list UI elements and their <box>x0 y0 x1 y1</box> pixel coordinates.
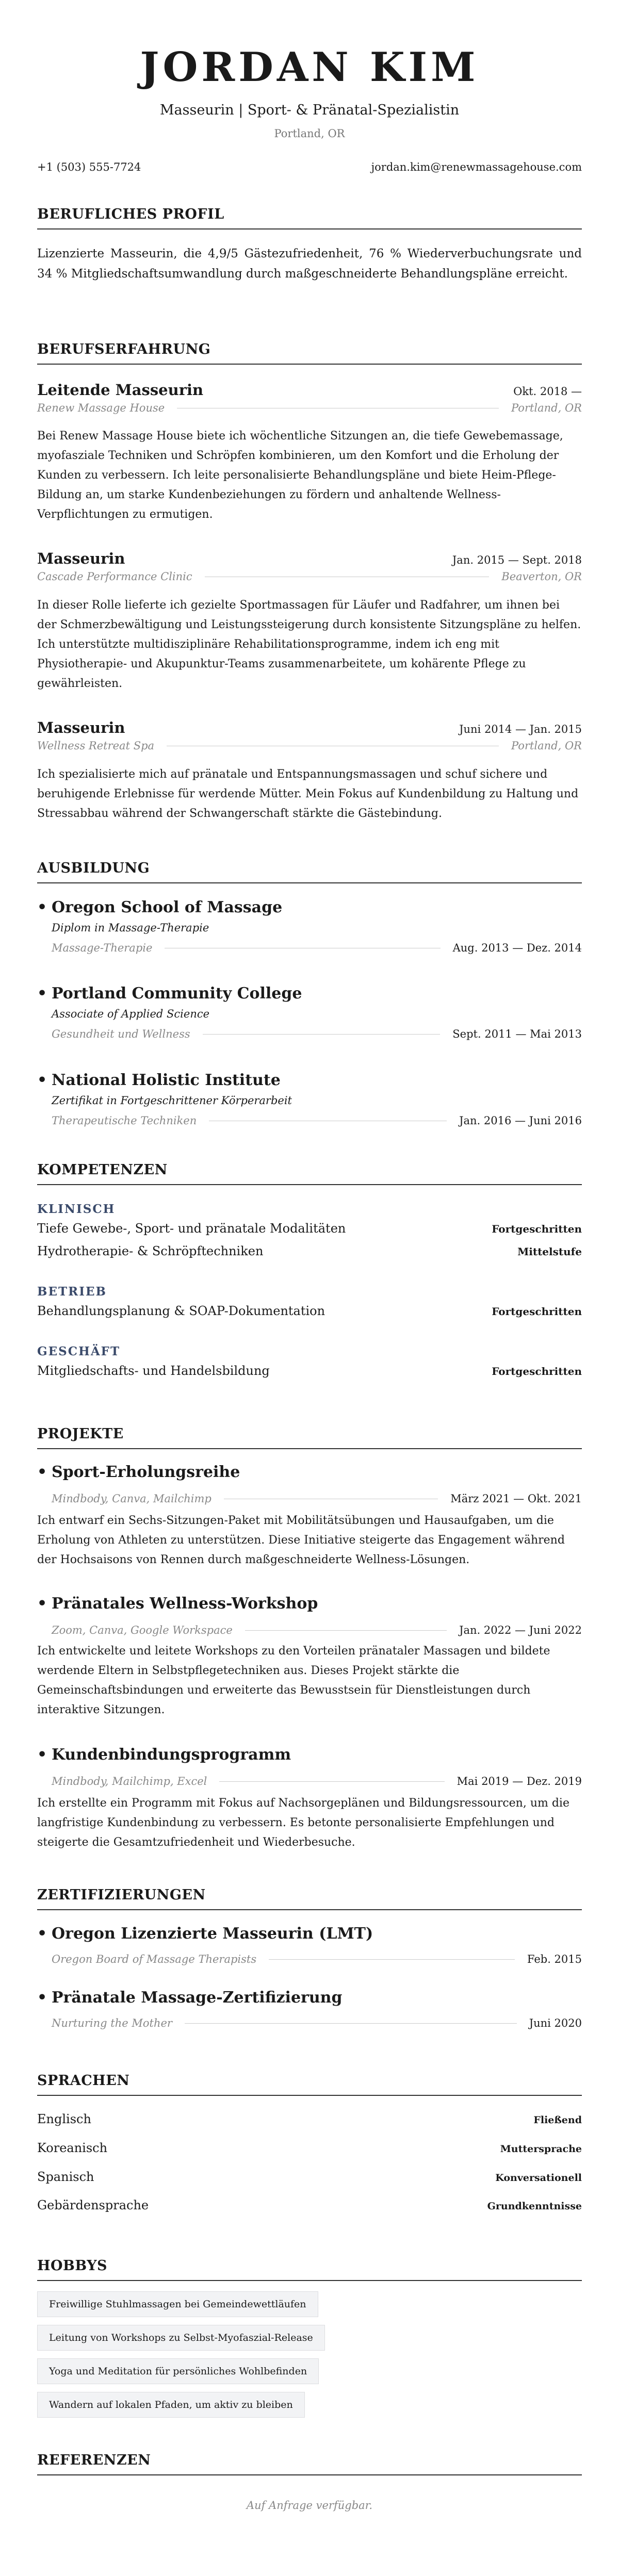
bullet-icon: • <box>37 985 47 1003</box>
field-of-study: Therapeutische Techniken <box>52 1114 197 1127</box>
candidate-name: JORDAN KIM <box>140 44 479 91</box>
job-date: Okt. 2018 — <box>513 385 582 398</box>
job-description: Bei Renew Massage House biete ich wöchentliche Sitzungen an, die tiefe Gewebemassage, myofasziale Techniken und Schröpfen kombinieren, um den Komfort und die Erholung der Kunden zu verbessern. Ich leite personalisierte Behandlungspläne und biete Heim-Pflege-Bildung an, um starke Kundenbeziehungen zu fördern und anhaltende Wellness-Verpflichtungen zu ermutigen. <box>37 430 563 521</box>
certification-date: Feb. 2015 <box>527 1953 582 1965</box>
job-location: Beaverton, OR <box>501 570 582 583</box>
education-date: Sept. 2011 — Mai 2013 <box>452 1028 582 1040</box>
certification-date: Juni 2020 <box>529 2017 582 2029</box>
education-entry <box>37 986 582 1040</box>
job-entry <box>37 720 582 751</box>
project-entry <box>37 1747 582 1787</box>
job-location: Portland, OR <box>511 740 582 752</box>
section-title-experience: BERUFSERFAHRUNG <box>37 342 582 365</box>
section-title-profile: BERUFLICHES PROFIL <box>37 207 582 229</box>
skill-row <box>37 1245 582 1257</box>
skill-name: Behandlungsplanung & SOAP-Dokumentation <box>37 1304 325 1318</box>
section-title-projects: PROJEKTE <box>37 1427 582 1449</box>
certification-issuer: Oregon Board of Massage Therapists <box>52 1953 257 1965</box>
skill-row <box>37 1222 582 1235</box>
skill-row <box>37 1365 582 1377</box>
job-company: Cascade Performance Clinic <box>37 570 192 583</box>
education-date: Aug. 2013 — Dez. 2014 <box>452 942 582 954</box>
hobby-tag: Freiwillige Stuhlmassagen bei Gemeindewettläufen <box>37 2291 318 2317</box>
skill-level: Fortgeschritten <box>492 1223 582 1235</box>
project-entry <box>37 1596 582 1636</box>
bullet-icon: • <box>37 1595 47 1613</box>
project-tools: Mindbody, Canva, Mailchimp <box>52 1492 211 1505</box>
section-title-education: AUSBILDUNG <box>37 861 582 883</box>
job-date: Jan. 2015 — Sept. 2018 <box>452 554 582 566</box>
job-title: Leitende Masseurin <box>37 381 204 399</box>
skill-category: BETRIEB <box>37 1285 107 1299</box>
job-company: Wellness Retreat Spa <box>37 740 155 752</box>
phone-text[interactable]: +1 (503) 555-7724 <box>37 161 141 173</box>
language-row <box>37 2171 582 2183</box>
job-location: Portland, OR <box>511 402 582 414</box>
job-entry <box>37 551 582 582</box>
job-description: In dieser Rolle lieferte ich gezielte Sportmassagen für Läufer und Radfahrer, um ihnen bei der Schmerzbewältigung und Leistungssteigerung durch konsistente Sitzungspläne zu helfen. Ich unterstützte multidisziplinäre Rehabilitationsprogramme, indem ich eng mit Physiotherapie- und Akupunktur-Teams zusammenarbeitete, um kohärente Pflege zu gewährleisten. <box>37 599 581 690</box>
project-tools: Mindbody, Mailchimp, Excel <box>52 1775 207 1787</box>
school-name: National Holistic Institute <box>52 1071 281 1089</box>
skill-level: Mittelstufe <box>517 1245 582 1258</box>
hobby-list <box>37 2392 582 2418</box>
school-name: Portland Community College <box>52 985 302 1003</box>
school-name: Oregon School of Massage <box>52 898 283 916</box>
project-tools: Zoom, Canva, Google Workspace <box>52 1624 233 1636</box>
skill-category: GESCHÄFT <box>37 1344 121 1358</box>
certification-name: Pränatale Massage-Zertifizierung <box>52 1989 343 2007</box>
job-title: Masseurin <box>37 719 125 736</box>
language-row <box>37 2142 582 2154</box>
certification-name: Oregon Lizenzierte Masseurin (LMT) <box>52 1925 373 1943</box>
education-entry <box>37 900 582 954</box>
education-entry <box>37 1073 582 1126</box>
project-entry <box>37 1465 582 1504</box>
language-name: Englisch <box>37 2112 91 2126</box>
bullet-icon: • <box>37 1463 47 1481</box>
skill-category: KLINISCH <box>37 1202 116 1216</box>
job-description: Ich spezialisierte mich auf pränatale und Entspannungsmassagen und schuf sichere und beruhigende Erlebnisse für werdende Mütter. Mein Fokus auf Kundenbildung zu Haltung und Stressabbau während der Schwangerschaft stärkte die Gästebindung. <box>37 768 579 820</box>
section-title-certifications: ZERTIFIZIERUNGEN <box>37 1888 582 1910</box>
hobby-tag: Yoga und Meditation für persönliches Wohlbefinden <box>37 2358 319 2384</box>
bullet-icon: • <box>37 1989 47 2007</box>
section-title-skills: KOMPETENZEN <box>37 1163 582 1185</box>
language-name: Gebärdensprache <box>37 2198 149 2212</box>
project-date: Mai 2019 — Dez. 2019 <box>457 1775 582 1787</box>
bullet-icon: • <box>37 1746 47 1764</box>
project-date: März 2021 — Okt. 2021 <box>450 1492 582 1505</box>
section-title-hobbies: HOBBYS <box>37 2259 582 2281</box>
skill-level: Fortgeschritten <box>492 1305 582 1318</box>
section-title-references: REFERENZEN <box>37 2453 582 2475</box>
certification-entry <box>37 1990 582 2029</box>
language-level: Fließend <box>533 2114 582 2126</box>
hobby-list <box>37 2325 582 2351</box>
email-link[interactable]: jordan.kim@renewmassagehouse.com <box>371 161 582 173</box>
field-of-study: Gesundheit und Wellness <box>52 1028 190 1040</box>
degree-name: Associate of Applied Science <box>52 1008 210 1020</box>
project-name: Sport-Erholungsreihe <box>52 1463 240 1481</box>
degree-name: Diplom in Massage-Therapie <box>52 922 209 934</box>
skill-name: Mitgliedschafts- und Handelsbildung <box>37 1364 270 1378</box>
hobby-tag: Wandern auf lokalen Pfaden, um aktiv zu bleiben <box>37 2392 305 2418</box>
project-date: Jan. 2022 — Juni 2022 <box>459 1624 582 1636</box>
job-title: Masseurin <box>37 550 125 567</box>
divider <box>219 1781 444 1782</box>
profile-text: Lizenzierte Masseurin, die 4,9/5 Gästezufriedenheit, 76 % Wiederverbuchungsrate und 34 % Mitgliedschaftsumwandlung durch maßgeschneiderte Behandlungspläne erreicht. <box>37 247 582 281</box>
divider <box>203 1034 441 1035</box>
project-description: Ich entwarf ein Sechs-Sitzungen-Paket mit Mobilitätsübungen und Hausaufgaben, um die Erholung von Athleten zu unterstützen. Diese Initiative steigerte das Engagement während der Hochsaisons von Rennen durch maßgeschneiderte Wellness-Lösungen. <box>37 1514 565 1566</box>
certification-issuer: Nurturing the Mother <box>52 2017 172 2029</box>
language-level: Konversationell <box>495 2172 582 2184</box>
certification-entry <box>37 1926 582 1965</box>
skill-row <box>37 1305 582 1317</box>
divider <box>269 1959 515 1960</box>
bullet-icon: • <box>37 898 47 916</box>
project-name: Pränatales Wellness-Workshop <box>52 1595 318 1613</box>
skill-name: Hydrotherapie- & Schröpftechniken <box>37 1244 264 1258</box>
job-entry <box>37 383 582 414</box>
candidate-tagline: Masseurin | Sport- & Pränatal-Spezialistin <box>159 102 460 118</box>
language-name: Spanisch <box>37 2170 94 2184</box>
hobby-list <box>37 2291 582 2317</box>
job-date: Juni 2014 — Jan. 2015 <box>459 723 582 735</box>
skill-name: Tiefe Gewebe-, Sport- und pränatale Modalitäten <box>37 1221 346 1236</box>
bullet-icon: • <box>37 1071 47 1089</box>
candidate-location: Portland, OR <box>274 127 345 140</box>
hobby-list <box>37 2358 582 2384</box>
contact-row <box>37 162 582 173</box>
degree-name: Zertifikat in Fortgeschrittener Körperarbeit <box>52 1094 292 1107</box>
divider <box>245 1630 447 1631</box>
project-description: Ich erstellte ein Programm mit Fokus auf Nachsorgeplänen und Bildungsressourcen, um die langfristige Kundenbindung zu verbessern. Es betonte personalisierte Empfehlungen und steigerte die Gesamtzufriedenheit und Wiederbesuche. <box>37 1797 569 1849</box>
project-description: Ich entwickelte und leitete Workshops zu den Vorteilen pränataler Massagen und bildete werdende Eltern in Selbstpflegetechniken aus. Dieses Projekt stärkte die Gemeinschaftsbindungen und erweiterte das Bewusstsein für Dienstleistungen durch interaktive Sitzungen. <box>37 1645 550 1716</box>
references-text: Auf Anfrage verfügbar. <box>246 2499 373 2512</box>
job-company: Renew Massage House <box>37 402 165 414</box>
language-level: Muttersprache <box>500 2143 582 2155</box>
project-name: Kundenbindungsprogramm <box>52 1746 291 1764</box>
divider <box>185 2023 517 2024</box>
language-row <box>37 2113 582 2125</box>
education-date: Jan. 2016 — Juni 2016 <box>459 1114 582 1127</box>
language-level: Grundkenntnisse <box>487 2201 582 2212</box>
field-of-study: Massage-Therapie <box>52 942 153 954</box>
section-title-languages: SPRACHEN <box>37 2074 582 2096</box>
skill-level: Fortgeschritten <box>492 1365 582 1377</box>
language-name: Koreanisch <box>37 2141 108 2155</box>
language-row <box>37 2199 582 2211</box>
bullet-icon: • <box>37 1925 47 1943</box>
hobby-tag: Leitung von Workshops zu Selbst-Myofaszial-Release <box>37 2325 325 2351</box>
